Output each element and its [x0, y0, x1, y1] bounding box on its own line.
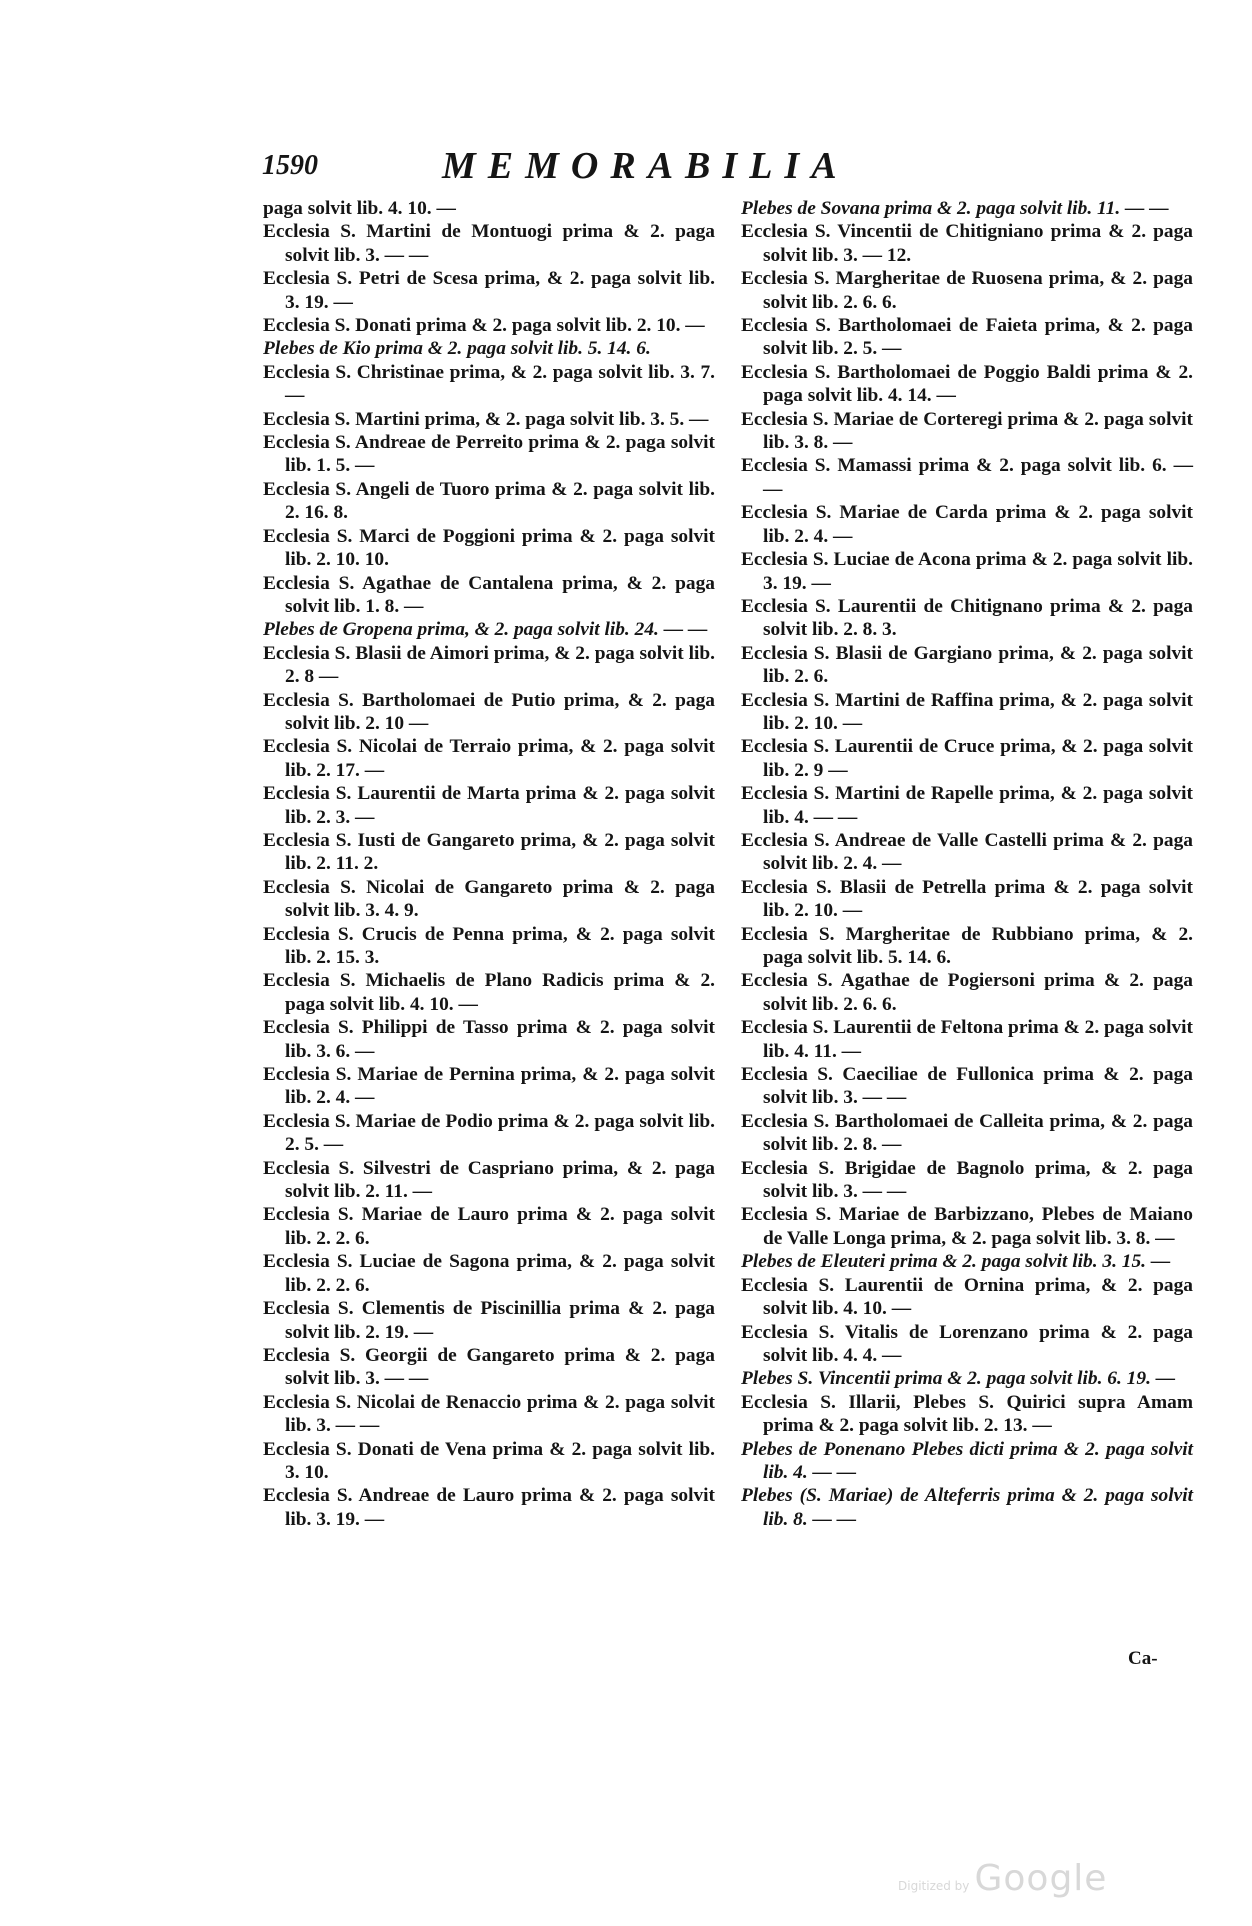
ledger-entry: Ecclesia S. Illarii, Plebes S. Quirici supra Amam prima & 2. paga solvit lib. 2. 13. — — [741, 1391, 1193, 1437]
ledger-entry: Ecclesia S. Michaelis de Plano Radicis prima & 2. paga solvit lib. 4. 10. — — [263, 970, 715, 1015]
ledger-entry: Ecclesia S. Blasii de Aimori prima, & 2. paga solvit lib. 2. 8 — — [263, 642, 715, 688]
ledger-entry: Ecclesia S. Mariae de Corteregi prima & 2. paga solvit lib. 3. 8. — — [741, 408, 1193, 454]
ledger-entry: Ecclesia S. Christinae prima, & 2. paga solvit lib. 3. 7. — — [263, 361, 715, 407]
ledger-entry: Ecclesia S. Clementis de Piscinillia prima & 2. paga solvit lib. 2. 19. — — [263, 1298, 715, 1343]
ledger-entry: Ecclesia S. Angeli de Tuoro prima & 2. paga solvit lib. 2. 16. 8. — [263, 478, 715, 524]
ledger-entry: Ecclesia S. Brigidae de Bagnolo prima, & 2. paga solvit lib. 3. — — — [741, 1157, 1193, 1203]
ledger-entry: Ecclesia S. Bartholomaei de Calleita prima, & 2. paga solvit lib. 2. 8. — — [741, 1110, 1193, 1156]
ledger-entry: Ecclesia S. Luciae de Acona prima & 2. paga solvit lib. 3. 19. — — [741, 549, 1193, 594]
ledger-entry: Ecclesia S. Mariae de Lauro prima & 2. paga solvit lib. 2. 2. 6. — [263, 1204, 715, 1249]
ledger-entry: Ecclesia S. Iusti de Gangareto prima, & 2. paga solvit lib. 2. 11. 2. — [263, 829, 715, 875]
ledger-entry: Ecclesia S. Laurentii de Marta prima & 2. paga solvit lib. 2. 3. — — [263, 783, 715, 828]
ledger-entry: Ecclesia S. Caeciliae de Fullonica prima & 2. paga solvit lib. 3. — — — [741, 1064, 1193, 1109]
ledger-entry: Ecclesia S. Bartholomaei de Poggio Baldi prima & 2. paga solvit lib. 4. 14. — — [741, 361, 1193, 407]
ledger-entry: Ecclesia S. Bartholomaei de Putio prima, & 2. paga solvit lib. 2. 10 — — [263, 689, 715, 734]
ledger-entry: Plebes de Gropena prima, & 2. paga solvit lib. 24. — — — [263, 619, 708, 641]
ledger-entry: Ecclesia S. Georgii de Gangareto prima & 2. paga solvit lib. 3. — — — [263, 1344, 715, 1390]
ledger-entry: Ecclesia S. Blasii de Petrella prima & 2. paga solvit lib. 2. 10. — — [741, 876, 1193, 922]
ledger-entry: Plebes de Kio prima & 2. paga solvit lib. 5. 14. 6. — [263, 338, 651, 360]
ledger-entry: Ecclesia S. Vincentii de Chitigniano prima & 2. paga solvit lib. 3. — 12. — [741, 221, 1193, 266]
digitized-watermark — [898, 1858, 1107, 1899]
ledger-entry: Ecclesia S. Nicolai de Gangareto prima & 2. paga solvit lib. 3. 4. 9. — [263, 876, 715, 922]
ledger-entry: Ecclesia S. Laurentii de Ornina prima, & 2. paga solvit lib. 4. 10. — — [741, 1274, 1193, 1320]
page-header — [262, 144, 1002, 190]
ledger-entry: Ecclesia S. Crucis de Penna prima, & 2. paga solvit lib. 2. 15. 3. — [263, 923, 715, 968]
ledger-entry: Ecclesia S. Luciae de Sagona prima, & 2. paga solvit lib. 2. 2. 6. — [263, 1251, 715, 1296]
ledger-entry: Ecclesia S. Mariae de Podio prima & 2. paga solvit lib. 2. 5. — — [263, 1110, 715, 1156]
ledger-entry: Ecclesia S. Laurentii de Feltona prima & 2. paga solvit lib. 4. 11. — — [741, 1017, 1193, 1062]
ledger-entry: Ecclesia S. Margheritae de Ruosena prima, & 2. paga solvit lib. 2. 6. 6. — [741, 268, 1193, 313]
ledger-entry: Ecclesia S. Vitalis de Lorenzano prima & 2. paga solvit lib. 4. 4. — — [741, 1321, 1193, 1366]
ledger-entry: Ecclesia S. Laurentii de Chitignano prima & 2. paga solvit lib. 2. 8. 3. — [741, 595, 1193, 641]
ledger-entry: Ecclesia S. Silvestri de Caspriano prima, & 2. paga solvit lib. 2. 11. — — [263, 1157, 715, 1203]
ledger-entry: Ecclesia S. Donati de Vena prima & 2. paga solvit lib. 3. 10. — [263, 1438, 715, 1483]
watermark-logo: Google — [974, 1858, 1108, 1899]
ledger-entry: Plebes de Sovana prima & 2. paga solvit lib. 11. — — — [741, 198, 1169, 219]
ledger-entry: Ecclesia S. Andreae de Perreito prima & 2. paga solvit lib. 1. 5. — — [263, 432, 715, 477]
ledger-entry: Plebes (S. Mariae) de Alteferris prima & 2. paga solvit lib. 8. — — — [741, 1485, 1193, 1530]
ledger-entry: Ecclesia S. Mariae de Pernina prima, & 2. paga solvit lib. 2. 4. — — [263, 1064, 715, 1109]
ledger-entry: Ecclesia S. Martini prima, & 2. paga solvit lib. 3. 5. — — [263, 408, 709, 430]
ledger-entry: Ecclesia S. Laurentii de Cruce prima, & 2. paga solvit lib. 2. 9 — — [741, 736, 1193, 781]
ledger-entry: Ecclesia S. Blasii de Gargiano prima, & 2. paga solvit lib. 2. 6. — [741, 642, 1193, 688]
ledger-entry: Ecclesia S. Mamassi prima & 2. paga solvit lib. 6. — — — [741, 455, 1193, 500]
ledger-entry: Ecclesia S. Mariae de Carda prima & 2. paga solvit lib. 2. 4. — — [741, 502, 1193, 547]
ledger-entry: Ecclesia S. Andreae de Lauro prima & 2. paga solvit lib. 3. 19. — — [263, 1485, 715, 1530]
ledger-entry: Ecclesia S. Petri de Scesa prima, & 2. paga solvit lib. 3. 19. — — [263, 268, 715, 313]
ledger-entry: Ecclesia S. Marci de Poggioni prima & 2. paga solvit lib. 2. 10. 10. — [263, 525, 715, 571]
left-column — [263, 197, 715, 1531]
ledger-entry: Ecclesia S. Philippi de Tasso prima & 2. paga solvit lib. 3. 6. — — [263, 1017, 715, 1062]
ledger-entry: Ecclesia S. Donati prima & 2. paga solvit lib. 2. 10. — — [263, 315, 705, 337]
ledger-entry: Ecclesia S. Martini de Montuogi prima & 2. paga solvit lib. 3. — — — [263, 221, 715, 266]
ledger-entry: Ecclesia S. Mariae de Barbizzano, Plebes de Maiano de Valle Longa prima, & 2. paga solvit lib. 3. 8. — — [741, 1204, 1193, 1249]
ledger-entry: paga solvit lib. 4. 10. — — [263, 198, 456, 219]
ledger-entry: Ecclesia S. Martini de Raffina prima, & 2. paga solvit lib. 2. 10. — — [741, 689, 1193, 734]
ledger-entry: Ecclesia S. Agathae de Pogiersoni prima & 2. paga solvit lib. 2. 6. 6. — [741, 970, 1193, 1015]
catchword: Ca- — [1128, 1648, 1158, 1669]
ledger-entry: Ecclesia S. Agathae de Cantalena prima, & 2. paga solvit lib. 1. 8. — — [263, 572, 715, 617]
ledger-entry: Ecclesia S. Nicolai de Renaccio prima & 2. paga solvit lib. 3. — — — [263, 1391, 715, 1437]
ledger-entry: Ecclesia S. Margheritae de Rubbiano prima, & 2. paga solvit lib. 5. 14. 6. — [741, 923, 1193, 968]
ledger-entry: Plebes de Ponenano Plebes dicti prima & 2. paga solvit lib. 4. — — — [741, 1438, 1193, 1483]
watermark-caption: Digitized by — [898, 1879, 970, 1893]
ledger-entry: Ecclesia S. Nicolai de Terraio prima, & 2. paga solvit lib. 2. 17. — — [263, 736, 715, 781]
ledger-entry: Ecclesia S. Martini de Rapelle prima, & 2. paga solvit lib. 4. — — — [741, 783, 1193, 828]
ledger-entry: Ecclesia S. Andreae de Valle Castelli prima & 2. paga solvit lib. 2. 4. — — [741, 829, 1193, 875]
ledger-entry: Plebes de Eleuteri prima & 2. paga solvit lib. 3. 15. — — [741, 1251, 1171, 1273]
running-title: MEMORABILIA — [442, 145, 849, 187]
right-column — [741, 197, 1193, 1531]
ledger-entry: Plebes S. Vincentii prima & 2. paga solvit lib. 6. 19. — — [741, 1368, 1176, 1390]
page-number: 1590 — [262, 150, 318, 181]
ledger-entry: Ecclesia S. Bartholomaei de Faieta prima, & 2. paga solvit lib. 2. 5. — — [741, 315, 1193, 360]
